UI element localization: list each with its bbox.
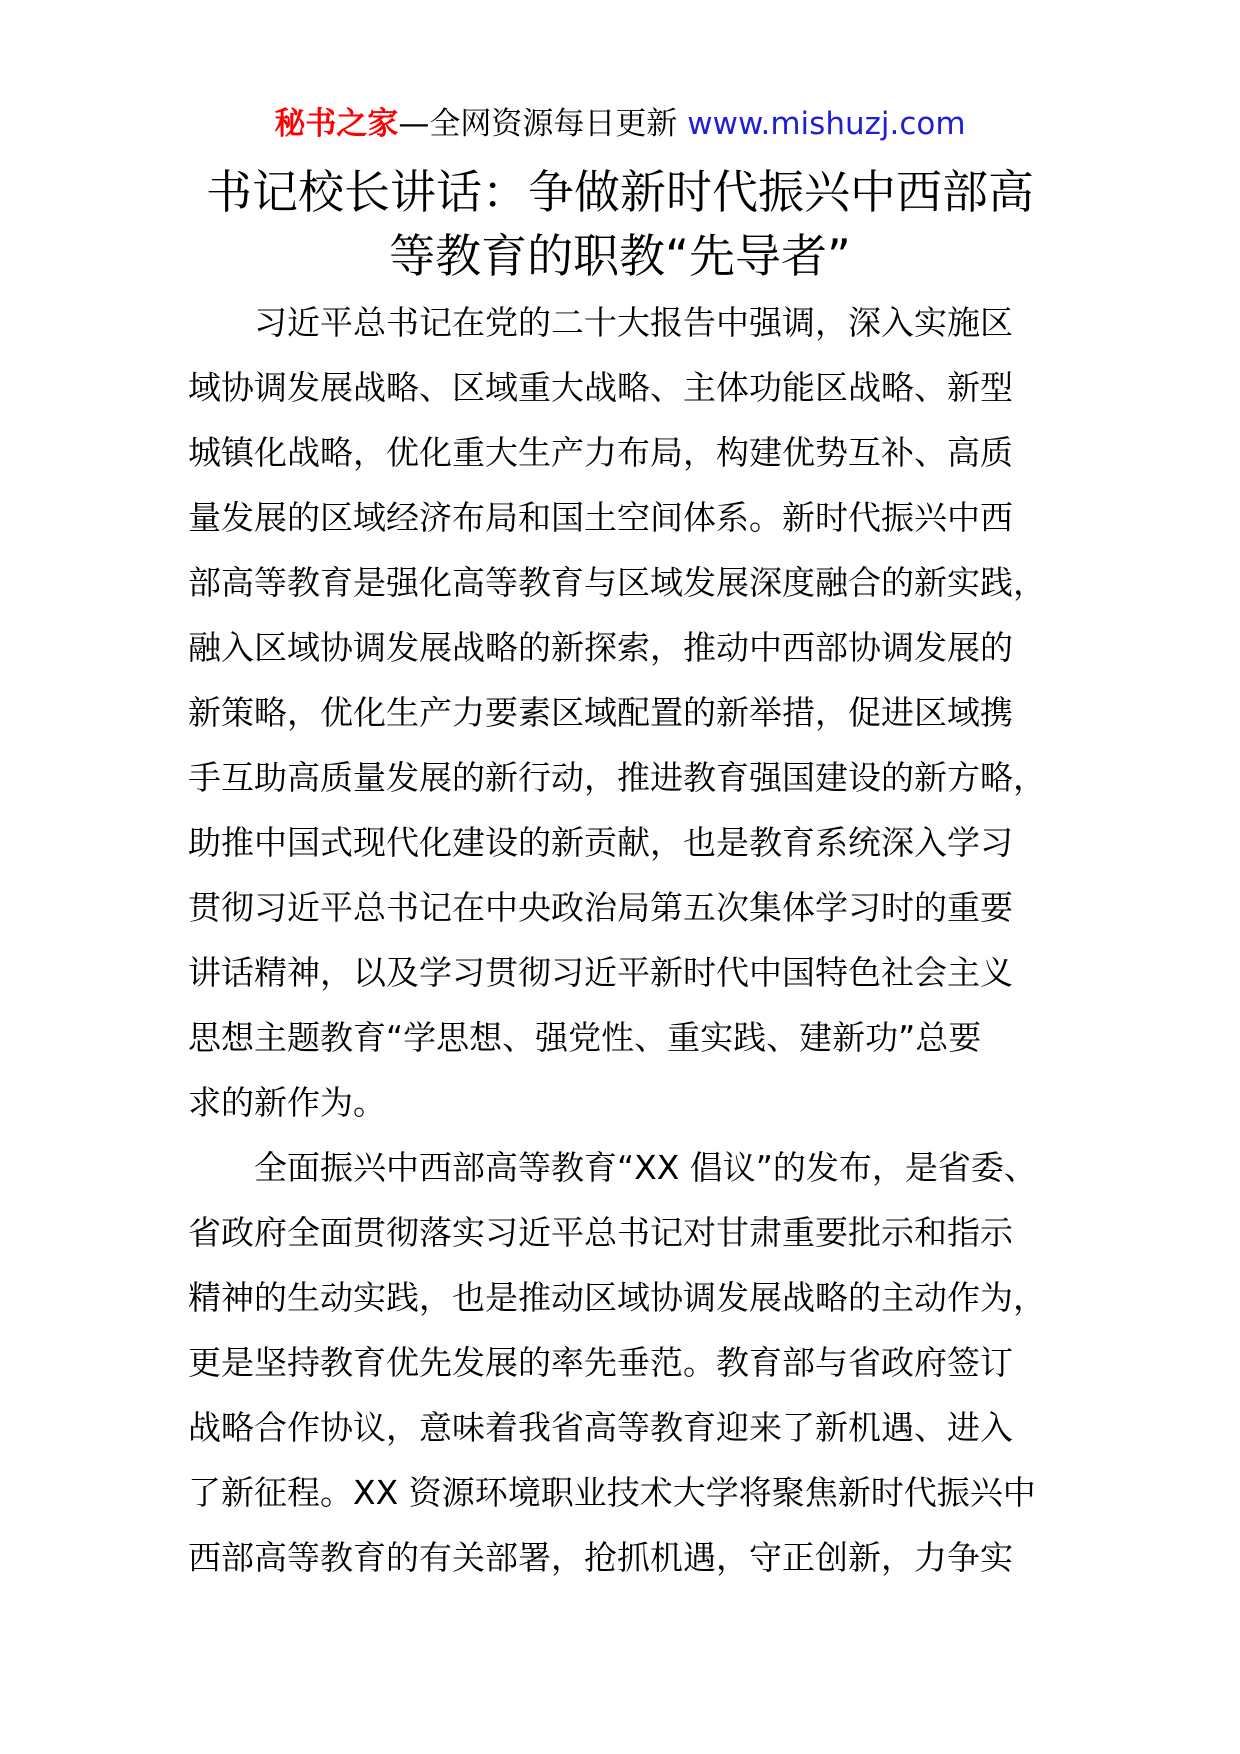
paragraph-line: 手互助高质量发展的新行动，推进教育强国建设的新方略， — [188, 758, 1046, 797]
document-title — [180, 160, 1060, 288]
paragraph-line: 更是坚持教育优先发展的率先垂范。教育部与省政府签订 — [188, 1343, 1013, 1382]
site-tagline: —全网资源每日更新 — [398, 106, 678, 142]
paragraph-line: 西部高等教育的有关部署，抢抓机遇，守正创新，力争实 — [188, 1538, 1013, 1577]
title-line: 等教育的职教“先导者” — [389, 229, 851, 283]
paragraph-line: 求的新作为。 — [188, 1083, 386, 1122]
paragraph-line: 讲话精神，以及学习贯彻习近平新时代中国特色社会主义 — [188, 953, 1013, 992]
paragraph-line: 贯彻习近平总书记在中央政治局第五次集体学习时的重要 — [188, 888, 1013, 927]
paragraph-line: 战略合作协议，意味着我省高等教育迎来了新机遇、进入 — [188, 1408, 1013, 1447]
paragraph-line: 新策略，优化生产力要素区域配置的新举措，促进区域携 — [188, 693, 1013, 732]
paragraph-line: 全面振兴中西部高等教育“XX 倡议”的发布，是省委、 — [254, 1148, 1037, 1187]
paragraph-line: 城镇化战略，优化重大生产力布局，构建优势互补、高质 — [188, 433, 1013, 472]
paragraph-line: 省政府全面贯彻落实习近平总书记对甘肃重要批示和指示 — [188, 1213, 1013, 1252]
paragraph-line: 习近平总书记在党的二十大报告中强调，深入实施区 — [254, 303, 1013, 342]
paragraph-line: 精神的生动实践，也是推动区域协调发展战略的主动作为， — [188, 1278, 1046, 1317]
site-header — [0, 102, 1240, 146]
paragraph-line: 部高等教育是强化高等教育与区域发展深度融合的新实践， — [188, 563, 1046, 602]
document-body — [188, 290, 1052, 1590]
brand-name: 秘书之家 — [274, 106, 399, 142]
paragraph-line: 了新征程。XX 资源环境职业技术大学将聚焦新时代振兴中 — [188, 1473, 1036, 1512]
title-line: 书记校长讲话：争做新时代振兴中西部高 — [206, 165, 1034, 219]
paragraph-line: 域协调发展战略、区域重大战略、主体功能区战略、新型 — [188, 368, 1013, 407]
paragraph-line: 助推中国式现代化建设的新贡献，也是教育系统深入学习 — [188, 823, 1013, 862]
site-url-link[interactable]: www.mishuzj.com — [687, 106, 966, 142]
paragraph-line: 量发展的区域经济布局和国土空间体系。新时代振兴中西 — [188, 498, 1013, 537]
paragraph-line: 思想主题教育“学思想、强党性、重实践、建新功”总要 — [188, 1018, 982, 1057]
paragraph-line: 融入区域协调发展战略的新探索，推动中西部协调发展的 — [188, 628, 1013, 667]
